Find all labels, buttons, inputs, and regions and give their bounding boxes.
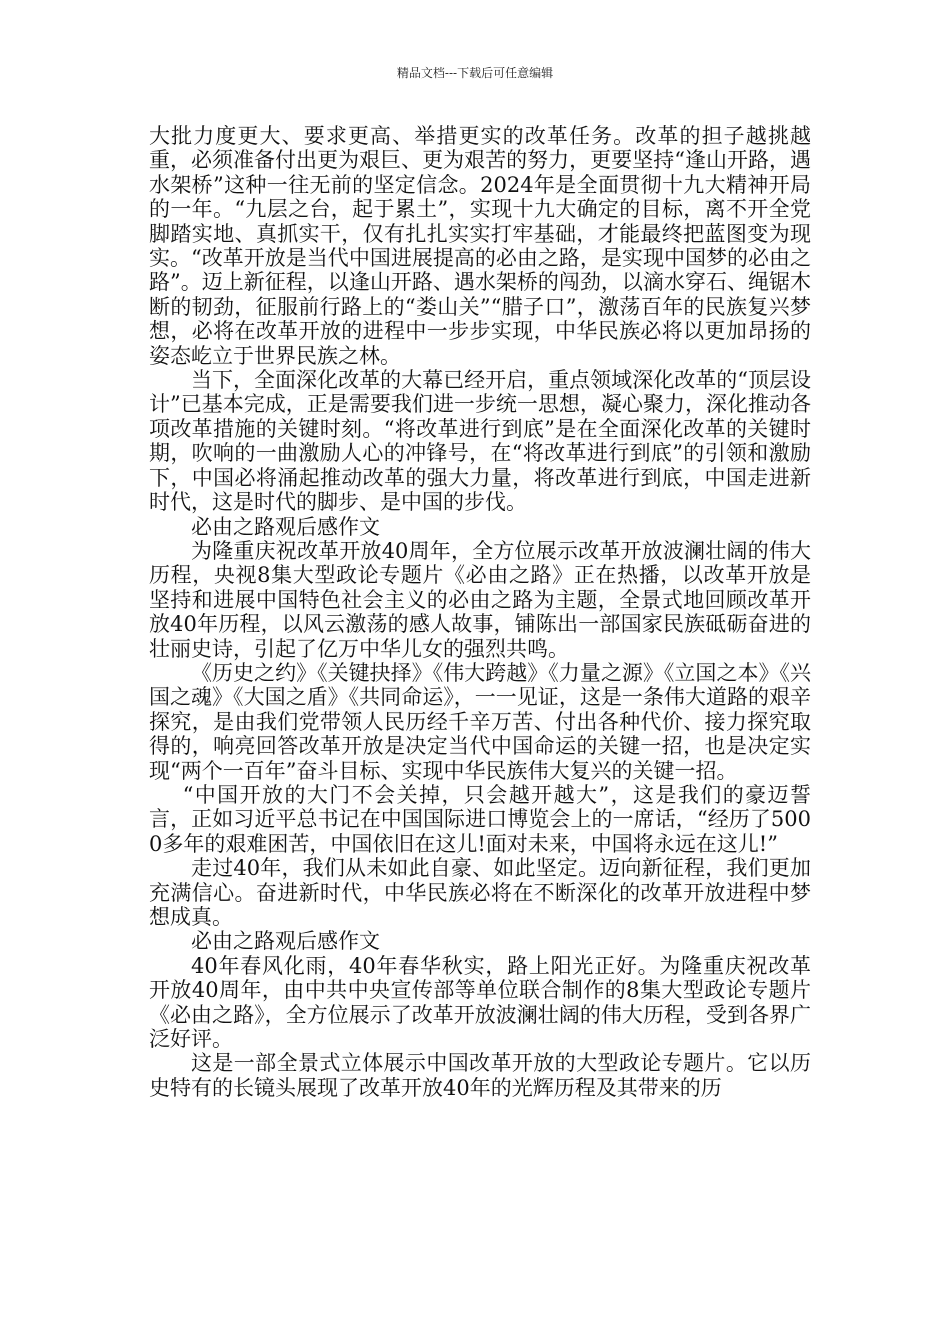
section-heading-1: 必由之路观后感作文 [191,514,380,539]
paragraph-8: 这是一部全景式立体展示中国改革开放的大型政论专题片。它以历史特有的长镜头展现了改革开放40年的光辉历程及其带来的历 [149,1051,811,1100]
paragraph-1: 大批力度更大、要求更高、举措更实的改革任务。改革的担子越挑越重，必须准备付出更为艰巨、更为艰苦的努力，更要坚持“逢山开路，遇水架桥”这种一往无前的坚定信念。2024年是全面贯彻十九大精神开局的一年。“九层之台，起于累土”，实现十九大确定的目标，离不开全党脚踏实地、真抓实干，仅有扎扎实实打牢基础，才能最终把蓝图变为现实。“改革开放是当代中国进展提高的必由之路，是实现中国梦的必由之路”。迈上新征程，以逢山开路、遇水架桥的闯劲，以滴水穿石、绳锯木断的韧劲，征服前行路上的“娄山关”“腊子口”，激荡百年的民族复兴梦想，必将在改革开放的进程中一步步实现，中华民族必将以更加昂扬的姿态屹立于世界民族之林。 [149,124,811,368]
paragraph-5: “中国开放的大门不会关掉，只会越开越大”，这是我们的豪迈誓言，正如习近平总书记在中国国际进口博览会上的一席话，“经历了5000多年的艰难困苦，中国依旧在这儿!面对未来，中国将永远在这儿!” [149,782,811,856]
section-heading-2: 必由之路观后感作文 [191,929,380,954]
header-note: 精品文档---下载后可任意编辑 [396,66,554,80]
paragraph-6: 走过40年，我们从未如此自豪、如此坚定。迈向新征程，我们更加充满信心。奋进新时代，中华民族必将在不断深化的改革开放进程中梦想成真。 [149,856,811,929]
document-body [149,124,811,1100]
paragraph-2: 当下，全面深化改革的大幕已经开启，重点领域深化改革的“顶层设计”已基本完成，正是需要我们进一步统一思想，凝心聚力，深化推动各项改革措施的关键时刻。“将改革进行到底”是在全面深化改革的关键时期，吹响的一曲激励人心的冲锋号，在“将改革进行到底”的引领和激励下，中国必将涌起推动改革的强大力量，将改革进行到底，中国走进新时代，这是时代的脚步、是中国的步伐。 [149,368,811,515]
paragraph-4: 《历史之约》《关键抉择》《伟大跨越》《力量之源》《立国之本》《兴国之魂》《大国之盾》《共同命运》，一一见证，这是一条伟大道路的艰辛探究，是由我们党带领人民历经千辛万苦、付出各种代价、接力探究取得的，响亮回答改革开放是决定当代中国命运的关键一招，也是决定实现“两个一百年”奋斗目标、实现中华民族伟大复兴的关键一招。 [149,660,811,783]
paragraph-3: 为隆重庆祝改革开放40周年，全方位展示改革开放波澜壮阔的伟大历程，央视8集大型政论专题片《必由之路》正在热播，以改革开放是坚持和进展中国特色社会主义的必由之路为主题，全景式地回顾改革开放40年历程，以风云激荡的感人故事，铺陈出一部国家民族砥砺奋进的壮丽史诗，引起了亿万中华儿女的强烈共鸣。 [149,538,811,661]
paragraph-7: 40年春风化雨，40年春华秋实，路上阳光正好。为隆重庆祝改革开放40周年，由中共中央宣传部等单位联合制作的8集大型政论专题片《必由之路》，全方位展示了改革开放波澜壮阔的伟大历程，受到各界广泛好评。 [149,953,811,1052]
